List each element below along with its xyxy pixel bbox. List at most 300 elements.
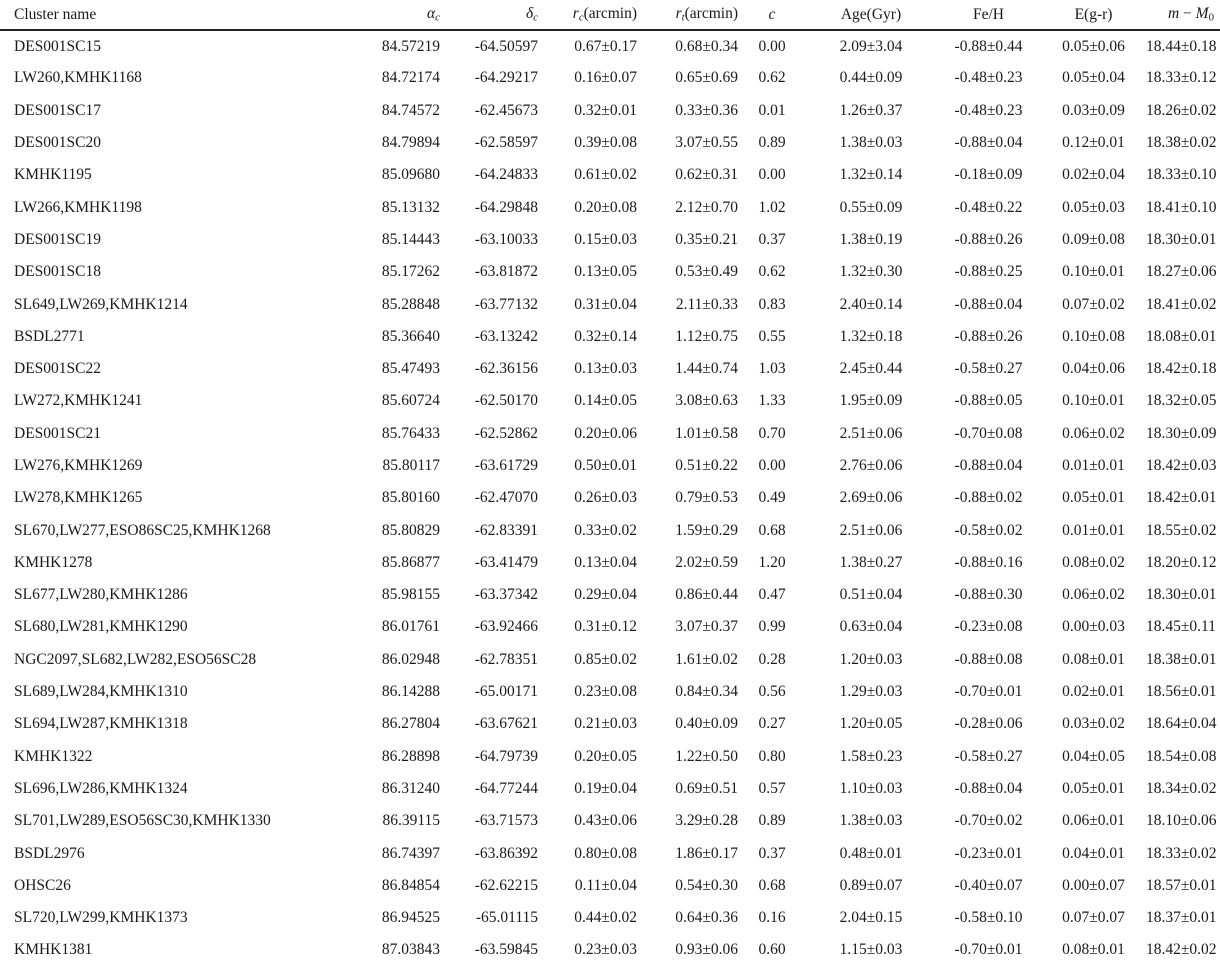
cell-concentration: 0.83	[758, 295, 786, 313]
cell-distance-modulus: 18.33±0.02	[1146, 844, 1217, 862]
cell-reddening: 0.06±0.02	[1062, 424, 1125, 442]
cell-concentration: 0.89	[758, 134, 786, 152]
table-row	[0, 837, 1220, 869]
cell-cluster-name: OHSC26	[14, 876, 71, 894]
cell-concentration: 0.56	[758, 683, 786, 701]
table-row	[0, 30, 1220, 62]
cell-concentration: 0.60	[758, 941, 786, 959]
cell-age: 1.15±0.03	[839, 941, 903, 959]
cell-concentration: 0.62	[758, 263, 786, 281]
cell-cluster-name: NGC2097,SL682,LW282,ESO56SC28	[14, 650, 257, 668]
cell-age: 1.20±0.03	[839, 650, 903, 668]
cell-delta: -62.45673	[474, 101, 538, 119]
table-row	[0, 611, 1220, 643]
cell-age: 1.26±0.37	[839, 101, 903, 119]
cell-distance-modulus: 18.41±0.02	[1146, 295, 1217, 313]
cell-concentration: 0.89	[758, 812, 786, 830]
cell-tidal-radius: 0.86±0.44	[675, 586, 738, 604]
cell-concentration: 1.20	[758, 553, 786, 571]
cell-age: 1.58±0.23	[839, 747, 903, 765]
table-row	[0, 547, 1220, 579]
table-row	[0, 579, 1220, 611]
cell-cluster-name: SL689,LW284,KMHK1310	[14, 683, 188, 701]
cell-metallicity: -0.70±0.01	[954, 941, 1023, 959]
cell-tidal-radius: 0.40±0.09	[675, 715, 738, 733]
cell-delta: -62.47070	[474, 489, 538, 507]
cell-cluster-name: DES001SC15	[14, 37, 101, 55]
cell-core-radius: 0.31±0.04	[574, 295, 637, 313]
header-row	[0, 0, 1220, 30]
cell-core-radius: 0.13±0.03	[574, 360, 637, 378]
cell-concentration: 0.27	[758, 715, 786, 733]
cell-core-radius: 0.29±0.04	[574, 586, 637, 604]
cell-concentration: 0.68	[758, 876, 786, 894]
cell-age: 2.04±0.15	[839, 909, 903, 927]
cell-core-radius: 0.13±0.04	[574, 553, 637, 571]
cell-cluster-name: SL680,LW281,KMHK1290	[14, 618, 188, 636]
cell-distance-modulus: 18.41±0.10	[1146, 198, 1217, 216]
cell-metallicity: -0.48±0.23	[954, 69, 1023, 87]
cell-tidal-radius: 0.79±0.53	[675, 489, 738, 507]
cell-metallicity: -0.58±0.10	[954, 909, 1023, 927]
table-body	[0, 30, 1220, 967]
cell-age: 2.09±3.04	[839, 37, 903, 55]
cell-metallicity: -0.88±0.04	[954, 457, 1023, 474]
cell-distance-modulus: 18.32±0.05	[1146, 392, 1217, 410]
table-row	[0, 870, 1220, 902]
cell-metallicity: -0.88±0.26	[954, 327, 1023, 345]
cell-reddening: 0.01±0.01	[1062, 457, 1125, 474]
cell-concentration: 1.33	[758, 392, 786, 410]
cell-cluster-name: SL720,LW299,KMHK1373	[14, 909, 188, 927]
cell-core-radius: 0.31±0.12	[574, 618, 637, 636]
cell-delta: -63.86392	[474, 844, 538, 862]
cell-alpha: 85.60724	[381, 392, 440, 410]
cell-metallicity: -0.70±0.02	[954, 812, 1023, 830]
col-core-radius: $r_c(arcmin)$	[538, 0, 637, 30]
cell-tidal-radius: 0.69±0.51	[675, 779, 738, 797]
cell-delta: -64.29848	[474, 198, 538, 216]
cell-reddening: 0.07±0.07	[1062, 909, 1125, 927]
cell-alpha: 86.01761	[381, 618, 440, 636]
cell-concentration: 1.02	[758, 198, 786, 216]
cell-metallicity: -0.88±0.25	[954, 263, 1023, 281]
cell-alpha: 84.79894	[381, 134, 440, 152]
cell-alpha: 86.02948	[381, 650, 440, 668]
cell-core-radius: 0.32±0.01	[574, 101, 637, 119]
cell-distance-modulus: 18.64±0.04	[1146, 715, 1217, 733]
cell-concentration: 0.37	[758, 230, 786, 248]
cell-age: 2.45±0.44	[839, 360, 903, 378]
cell-concentration: 0.80	[758, 747, 786, 765]
cell-cluster-name: KMHK1195	[14, 166, 92, 184]
table-row	[0, 934, 1220, 966]
cell-core-radius: 0.50±0.01	[574, 457, 637, 474]
cell-delta: -63.13242	[474, 327, 538, 345]
cell-age: 2.76±0.06	[839, 457, 903, 474]
cell-cluster-name: DES001SC17	[14, 101, 101, 119]
cell-core-radius: 0.14±0.05	[574, 392, 637, 410]
cell-distance-modulus: 18.56±0.01	[1146, 683, 1217, 701]
cell-age: 1.29±0.03	[839, 683, 903, 701]
cell-age: 1.38±0.03	[839, 134, 903, 152]
cell-distance-modulus: 18.26±0.02	[1146, 101, 1217, 119]
cell-reddening: 0.05±0.04	[1062, 69, 1125, 87]
cell-delta: -63.61729	[474, 457, 538, 474]
cell-concentration: 0.16	[758, 909, 786, 927]
cell-delta: -62.52862	[474, 424, 538, 442]
cell-metallicity: -0.88±0.04	[954, 295, 1023, 313]
cell-tidal-radius: 3.29±0.28	[675, 812, 738, 830]
cell-alpha: 85.36640	[381, 327, 440, 345]
cell-metallicity: -0.18±0.09	[954, 166, 1023, 184]
table-row	[0, 450, 1220, 482]
cell-distance-modulus: 18.08±0.01	[1146, 327, 1217, 345]
cell-distance-modulus: 18.34±0.02	[1146, 779, 1217, 797]
cell-distance-modulus: 18.33±0.12	[1146, 69, 1217, 87]
cell-alpha: 85.28848	[381, 295, 440, 313]
cell-tidal-radius: 0.54±0.30	[675, 876, 738, 894]
cell-delta: -62.62215	[474, 876, 538, 894]
cell-cluster-name: DES001SC19	[14, 230, 101, 248]
cell-distance-modulus: 18.42±0.02	[1146, 941, 1217, 959]
cell-delta: -64.29217	[474, 69, 538, 87]
cell-tidal-radius: 2.11±0.33	[675, 295, 738, 313]
cell-tidal-radius: 0.65±0.69	[675, 69, 738, 87]
cell-cluster-name: LW260,KMHK1168	[14, 69, 142, 87]
cell-cluster-name: SL694,LW287,KMHK1318	[14, 715, 188, 733]
cell-age: 1.38±0.27	[839, 553, 903, 571]
cell-cluster-name: SL696,LW286,KMHK1324	[14, 779, 188, 797]
cell-reddening: 0.00±0.07	[1062, 876, 1125, 894]
cell-metallicity: -0.70±0.01	[954, 683, 1023, 701]
cell-age: 0.48±0.01	[839, 844, 903, 862]
cell-alpha: 85.80117	[382, 457, 440, 474]
cell-age: 1.32±0.18	[839, 327, 903, 345]
table-row	[0, 676, 1220, 708]
cell-core-radius: 0.32±0.14	[574, 327, 637, 345]
cell-reddening: 0.05±0.06	[1062, 37, 1125, 55]
cell-distance-modulus: 18.42±0.18	[1146, 360, 1217, 378]
cell-metallicity: -0.23±0.08	[954, 618, 1023, 636]
cell-delta: -63.37342	[474, 586, 538, 604]
cell-age: 0.44±0.09	[839, 69, 903, 87]
cell-cluster-name: BSDL2771	[14, 327, 85, 345]
table-row	[0, 191, 1220, 223]
cell-cluster-name: DES001SC21	[14, 424, 101, 442]
cell-delta: -63.41479	[474, 553, 538, 571]
cell-metallicity: -0.88±0.05	[954, 392, 1023, 410]
cell-reddening: 0.00±0.03	[1062, 618, 1125, 636]
cell-tidal-radius: 1.01±0.58	[675, 424, 738, 442]
table-header	[0, 0, 1220, 30]
cell-age: 0.55±0.09	[839, 198, 903, 216]
col-distance-modulus: $m - M_0$	[1146, 0, 1220, 30]
cell-tidal-radius: 1.44±0.74	[675, 360, 738, 378]
cell-distance-modulus: 18.20±0.12	[1146, 553, 1217, 571]
cell-reddening: 0.03±0.02	[1062, 715, 1125, 733]
cell-tidal-radius: 3.08±0.63	[675, 392, 738, 410]
cell-concentration: 0.68	[758, 521, 786, 539]
cell-distance-modulus: 18.45±0.11	[1146, 618, 1216, 636]
table-row	[0, 159, 1220, 191]
cell-core-radius: 0.20±0.05	[574, 747, 637, 765]
cell-reddening: 0.06±0.01	[1062, 812, 1125, 830]
table-row	[0, 805, 1220, 837]
cell-alpha: 86.74397	[381, 844, 440, 862]
cell-delta: -64.24833	[474, 166, 538, 184]
cell-age: 0.89±0.07	[839, 876, 903, 894]
cell-distance-modulus: 18.57±0.01	[1146, 876, 1217, 894]
cell-cluster-name: SL677,LW280,KMHK1286	[14, 586, 188, 604]
cell-cluster-name: SL670,LW277,ESO86SC25,KMHK1268	[14, 521, 271, 539]
cell-concentration: 0.70	[758, 424, 786, 442]
cell-metallicity: -0.58±0.27	[954, 360, 1023, 378]
cell-cluster-name: BSDL2976	[14, 844, 85, 862]
table-row	[0, 321, 1220, 353]
cell-alpha: 84.74572	[381, 101, 440, 119]
cell-tidal-radius: 1.61±0.02	[675, 650, 738, 668]
cell-core-radius: 0.20±0.06	[574, 424, 637, 442]
cell-distance-modulus: 18.30±0.01	[1146, 586, 1217, 604]
cell-tidal-radius: 2.12±0.70	[675, 198, 738, 216]
cell-reddening: 0.04±0.01	[1062, 844, 1125, 862]
cell-age: 1.95±0.09	[839, 392, 903, 410]
cell-alpha: 85.80160	[381, 489, 440, 507]
cell-alpha: 85.14443	[381, 230, 440, 248]
cell-core-radius: 0.19±0.04	[574, 779, 637, 797]
cell-reddening: 0.05±0.03	[1062, 198, 1125, 216]
col-reddening: E(g-r)	[1041, 0, 1146, 30]
cell-distance-modulus: 18.33±0.10	[1146, 166, 1217, 184]
cell-distance-modulus: 18.37±0.01	[1146, 909, 1217, 927]
cell-core-radius: 0.33±0.02	[574, 521, 637, 539]
cell-core-radius: 0.80±0.08	[574, 844, 637, 862]
cell-delta: -64.50597	[474, 37, 538, 55]
cell-tidal-radius: 0.53±0.49	[675, 263, 738, 281]
cell-delta: -63.77132	[474, 295, 538, 313]
cell-reddening: 0.02±0.04	[1062, 166, 1125, 184]
table-row	[0, 95, 1220, 127]
cell-age: 1.38±0.03	[839, 812, 903, 830]
cell-distance-modulus: 18.38±0.01	[1146, 650, 1217, 668]
cell-metallicity: -0.58±0.02	[954, 521, 1023, 539]
table-row	[0, 418, 1220, 450]
col-cluster-name: Cluster name	[0, 0, 340, 30]
cell-metallicity: -0.28±0.06	[954, 715, 1023, 733]
cell-metallicity: -0.88±0.26	[954, 230, 1023, 248]
cell-cluster-name: SL649,LW269,KMHK1214	[14, 295, 188, 313]
col-delta: $\delta_c$	[440, 0, 538, 30]
cell-delta: -62.83391	[474, 521, 538, 539]
cell-cluster-name: LW278,KMHK1265	[14, 489, 143, 507]
cell-distance-modulus: 18.44±0.18	[1146, 37, 1217, 55]
cell-reddening: 0.09±0.08	[1062, 230, 1125, 248]
cell-alpha: 85.47493	[381, 360, 440, 378]
cell-concentration: 0.01	[758, 101, 786, 119]
table-row	[0, 385, 1220, 417]
table-row	[0, 256, 1220, 288]
cell-metallicity: -0.88±0.08	[954, 650, 1023, 668]
cell-metallicity: -0.88±0.02	[954, 489, 1023, 507]
cell-concentration: 0.28	[758, 650, 786, 668]
cell-concentration: 0.37	[758, 844, 786, 862]
col-tidal-radius: $r_t(arcmin)$	[637, 0, 738, 30]
cell-core-radius: 0.20±0.08	[574, 198, 637, 216]
cell-delta: -62.58597	[474, 134, 538, 152]
cell-age: 0.63±0.04	[839, 618, 903, 636]
table-row	[0, 773, 1220, 805]
cell-cluster-name: SL701,LW289,ESO56SC30,KMHK1330	[14, 812, 271, 830]
table-row	[0, 288, 1220, 320]
cell-concentration: 0.49	[758, 489, 786, 507]
table-row	[0, 708, 1220, 740]
cell-age: 1.32±0.14	[839, 166, 903, 184]
cell-core-radius: 0.23±0.03	[574, 941, 637, 959]
cell-alpha: 85.80829	[381, 521, 440, 539]
cell-tidal-radius: 0.51±0.22	[675, 457, 738, 474]
cell-reddening: 0.05±0.01	[1062, 489, 1125, 507]
cell-age: 2.40±0.14	[839, 295, 903, 313]
cell-age: 1.10±0.03	[839, 779, 903, 797]
cell-alpha: 85.09680	[381, 166, 440, 184]
cell-tidal-radius: 0.35±0.21	[675, 230, 738, 248]
cell-alpha: 86.94525	[381, 909, 440, 927]
col-concentration: c	[738, 0, 806, 30]
cell-age: 1.38±0.19	[839, 230, 903, 248]
cell-concentration: 0.00	[758, 37, 786, 55]
cell-cluster-name: LW266,KMHK1198	[14, 198, 142, 216]
cell-alpha: 86.28898	[381, 747, 440, 765]
cell-cluster-name: KMHK1322	[14, 747, 93, 765]
cell-age: 1.20±0.05	[839, 715, 903, 733]
col-alpha: $\alpha_c$	[340, 0, 440, 30]
cell-alpha: 84.72174	[381, 69, 440, 87]
cell-core-radius: 0.67±0.17	[574, 37, 637, 55]
cell-tidal-radius: 1.12±0.75	[675, 327, 738, 345]
cell-tidal-radius: 1.86±0.17	[675, 844, 738, 862]
cell-core-radius: 0.39±0.08	[574, 134, 637, 152]
cell-core-radius: 0.85±0.02	[574, 650, 637, 668]
cell-delta: -64.79739	[474, 747, 538, 765]
cell-distance-modulus: 18.55±0.02	[1146, 521, 1217, 539]
cell-alpha: 85.76433	[381, 424, 440, 442]
cell-tidal-radius: 0.64±0.36	[675, 909, 738, 927]
cell-metallicity: -0.58±0.27	[954, 747, 1023, 765]
cell-reddening: 0.12±0.01	[1062, 134, 1125, 152]
cell-alpha: 85.13132	[381, 198, 440, 216]
cell-tidal-radius: 0.84±0.34	[675, 683, 738, 701]
cell-cluster-name: KMHK1381	[14, 941, 93, 959]
cell-delta: -65.00171	[474, 683, 538, 701]
cell-cluster-name: DES001SC22	[14, 360, 101, 378]
cell-delta: -62.50170	[474, 392, 538, 410]
cell-age: 1.32±0.30	[839, 263, 903, 281]
cell-reddening: 0.08±0.01	[1062, 650, 1125, 668]
cell-alpha: 86.27804	[381, 715, 440, 733]
cell-tidal-radius: 3.07±0.55	[675, 134, 738, 152]
cell-age: 2.69±0.06	[839, 489, 903, 507]
cell-alpha: 86.84854	[381, 876, 440, 894]
table-row	[0, 127, 1220, 159]
cell-metallicity: -0.88±0.16	[954, 553, 1023, 571]
cell-alpha: 87.03843	[381, 941, 440, 959]
cell-metallicity: -0.70±0.08	[954, 424, 1023, 442]
cell-tidal-radius: 0.62±0.31	[675, 166, 738, 184]
cell-metallicity: -0.88±0.44	[954, 37, 1023, 55]
cell-tidal-radius: 1.22±0.50	[675, 747, 738, 765]
cell-core-radius: 0.43±0.06	[574, 812, 637, 830]
cell-reddening: 0.08±0.01	[1062, 941, 1125, 959]
cell-tidal-radius: 0.33±0.36	[675, 101, 738, 119]
cell-concentration: 1.03	[758, 360, 786, 378]
cell-distance-modulus: 18.30±0.01	[1146, 230, 1217, 248]
cell-reddening: 0.07±0.02	[1062, 295, 1125, 313]
cell-distance-modulus: 18.27±0.06	[1146, 263, 1217, 281]
cell-alpha: 86.14288	[381, 683, 440, 701]
cell-cluster-name: LW272,KMHK1241	[14, 392, 143, 410]
table-row	[0, 224, 1220, 256]
cell-reddening: 0.02±0.01	[1062, 683, 1125, 701]
cell-core-radius: 0.15±0.03	[574, 230, 637, 248]
cell-core-radius: 0.16±0.07	[574, 69, 637, 87]
cell-metallicity: -0.88±0.04	[954, 134, 1023, 152]
cell-delta: -64.77244	[474, 779, 538, 797]
cell-age: 0.51±0.04	[839, 586, 903, 604]
cell-alpha: 84.57219	[381, 37, 440, 55]
cell-distance-modulus: 18.42±0.01	[1146, 489, 1217, 507]
cell-core-radius: 0.61±0.02	[574, 166, 637, 184]
cell-reddening: 0.08±0.02	[1062, 553, 1125, 571]
cell-delta: -65.01115	[475, 909, 538, 927]
cell-metallicity: -0.48±0.22	[954, 198, 1023, 216]
table-row	[0, 741, 1220, 773]
cell-concentration: 0.00	[758, 166, 786, 184]
cell-core-radius: 0.11±0.04	[574, 876, 637, 894]
cell-delta: -63.67621	[474, 715, 538, 733]
table-row	[0, 353, 1220, 385]
cell-delta: -63.92466	[474, 618, 538, 636]
cell-metallicity: -0.23±0.01	[954, 844, 1023, 862]
cell-distance-modulus: 18.42±0.03	[1146, 457, 1217, 474]
cell-alpha: 85.98155	[381, 586, 440, 604]
cell-tidal-radius: 0.93±0.06	[675, 941, 738, 959]
cell-tidal-radius: 1.59±0.29	[675, 521, 738, 539]
cell-tidal-radius: 2.02±0.59	[675, 553, 738, 571]
cell-concentration: 0.55	[758, 327, 786, 345]
cell-alpha: 86.39115	[382, 812, 440, 830]
cell-reddening: 0.05±0.01	[1062, 779, 1125, 797]
cell-age: 2.51±0.06	[839, 424, 903, 442]
cell-delta: -63.71573	[474, 812, 538, 830]
cell-distance-modulus: 18.30±0.09	[1146, 424, 1217, 442]
cell-core-radius: 0.21±0.03	[574, 715, 637, 733]
cell-cluster-name: LW276,KMHK1269	[14, 457, 143, 474]
cell-metallicity: -0.48±0.23	[954, 101, 1023, 119]
cell-concentration: 0.00	[758, 457, 786, 474]
table-row	[0, 644, 1220, 676]
cell-core-radius: 0.26±0.03	[574, 489, 637, 507]
table-row	[0, 482, 1220, 514]
cell-core-radius: 0.44±0.02	[574, 909, 637, 927]
cell-metallicity: -0.40±0.07	[954, 876, 1023, 894]
cell-delta: -63.10033	[474, 230, 538, 248]
table-row	[0, 62, 1220, 94]
cell-cluster-name: KMHK1278	[14, 553, 93, 571]
table-row	[0, 902, 1220, 934]
cell-reddening: 0.04±0.06	[1062, 360, 1125, 378]
cell-reddening: 0.04±0.05	[1062, 747, 1125, 765]
